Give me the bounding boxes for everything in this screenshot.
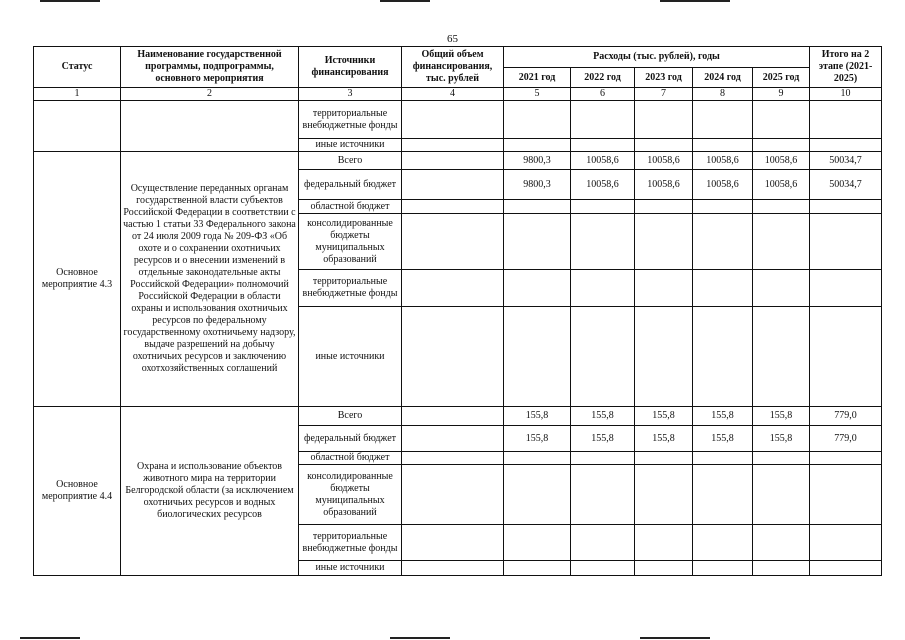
- col-number: 9: [753, 88, 810, 101]
- page-number: 65: [447, 33, 458, 45]
- value-2023: 155,8: [635, 407, 693, 426]
- scan-edge-bottom-right: [640, 637, 710, 639]
- total-volume-cell: [402, 426, 504, 452]
- value-2025: 155,8: [753, 407, 810, 426]
- col-number: 2: [121, 88, 299, 101]
- value-2022: 155,8: [571, 407, 635, 426]
- total-volume-cell: [402, 152, 504, 170]
- value-sum: 779,0: [810, 407, 882, 426]
- value-sum: 779,0: [810, 426, 882, 452]
- col-number: 7: [635, 88, 693, 101]
- value-2021: 9800,3: [504, 152, 571, 170]
- value-2022: 10058,6: [571, 152, 635, 170]
- status-cell: Основное мероприятие 4.4: [34, 407, 121, 576]
- source-cell: областной бюджет: [299, 452, 402, 465]
- table-row: [34, 152, 882, 170]
- value-2023: 10058,6: [635, 152, 693, 170]
- description-cell: Охрана и использование объектов животного мира на территории Белгородской области (за исключением охотничьих ресурсов и водных биологических ресурсов: [121, 407, 299, 576]
- scan-edge-top-right: [660, 0, 730, 2]
- header-year-2025: 2025 год: [753, 68, 810, 88]
- value-2021: 155,8: [504, 407, 571, 426]
- status-cell: Основное мероприятие 4.3: [34, 152, 121, 407]
- col-number: 5: [504, 88, 571, 101]
- value-2024: 10058,6: [693, 152, 753, 170]
- value-2025: 10058,6: [753, 170, 810, 200]
- source-cell: федеральный бюджет: [299, 170, 402, 200]
- header-year-2021: 2021 год: [504, 68, 571, 88]
- header-status: Статус: [34, 47, 121, 88]
- col-number: 6: [571, 88, 635, 101]
- value-2024: 10058,6: [693, 170, 753, 200]
- value-2025: 155,8: [753, 426, 810, 452]
- source-cell: территориальные внебюджетные фонды: [299, 270, 402, 307]
- value-2022: 10058,6: [571, 170, 635, 200]
- source-cell: консолидированные бюджеты муниципальных образований: [299, 465, 402, 525]
- description-cell: Осуществление переданных органам государственной власти субъектов Российской Федерации в соответствии с частью 1 статьи 33 Федерального закона от 24 июля 2009 года № 209-ФЗ «Об охоте и о сохранении охотничьих ресурсов и о внесении изменений в отдельные законодательные акты Российской Федерации» полномочий Российской Федерации в области охраны и использования охотничьих ресурсов по федеральному государственному охотничьему надзору, выдаче разрешений на добычу охотничьих ресурсов и заключению охотхозяйственных соглашений: [121, 152, 299, 407]
- status-cell: [34, 101, 121, 152]
- header-total-stage: Итого на 2 этапе (2021-2025): [810, 47, 882, 88]
- description-cell: [121, 101, 299, 152]
- source-cell: иные источники: [299, 139, 402, 152]
- table-row: [34, 407, 882, 426]
- value-sum: 50034,7: [810, 170, 882, 200]
- table-row: [34, 101, 882, 139]
- source-cell: Всего: [299, 407, 402, 426]
- value-2023: 155,8: [635, 426, 693, 452]
- value-2024: 155,8: [693, 426, 753, 452]
- source-cell: областной бюджет: [299, 200, 402, 214]
- source-cell: иные источники: [299, 561, 402, 576]
- source-cell: территориальные внебюджетные фонды: [299, 525, 402, 561]
- header-total-volume: Общий объем финансирования, тыс. рублей: [402, 47, 504, 88]
- scan-edge-top-left: [40, 0, 100, 2]
- value-2021: 9800,3: [504, 170, 571, 200]
- value-2021: 155,8: [504, 426, 571, 452]
- scan-edge-bottom-left: [20, 637, 80, 639]
- value-2023: 10058,6: [635, 170, 693, 200]
- scan-edge-top-mid: [380, 0, 430, 2]
- source-cell: федеральный бюджет: [299, 426, 402, 452]
- header-expenses: Расходы (тыс. рублей), годы: [504, 47, 810, 68]
- header-program: Наименование государственной программы, подпрограммы, основного мероприятия: [121, 47, 299, 88]
- source-cell: иные источники: [299, 307, 402, 407]
- col-number: 4: [402, 88, 504, 101]
- header-year-2023: 2023 год: [635, 68, 693, 88]
- source-cell: территориальные внебюджетные фонды: [299, 101, 402, 139]
- source-cell: консолидированные бюджеты муниципальных образований: [299, 214, 402, 270]
- col-number: 3: [299, 88, 402, 101]
- col-number: 1: [34, 88, 121, 101]
- total-volume-cell: [402, 170, 504, 200]
- financing-table: [33, 46, 882, 576]
- scan-edge-bottom-mid: [390, 637, 450, 639]
- total-volume-cell: [402, 407, 504, 426]
- header-year-2022: 2022 год: [571, 68, 635, 88]
- col-number: 10: [810, 88, 882, 101]
- value-2025: 10058,6: [753, 152, 810, 170]
- value-2024: 155,8: [693, 407, 753, 426]
- header-year-2024: 2024 год: [693, 68, 753, 88]
- source-cell: Всего: [299, 152, 402, 170]
- value-sum: 50034,7: [810, 152, 882, 170]
- header-sources: Источники финансирования: [299, 47, 402, 88]
- col-number: 8: [693, 88, 753, 101]
- value-2022: 155,8: [571, 426, 635, 452]
